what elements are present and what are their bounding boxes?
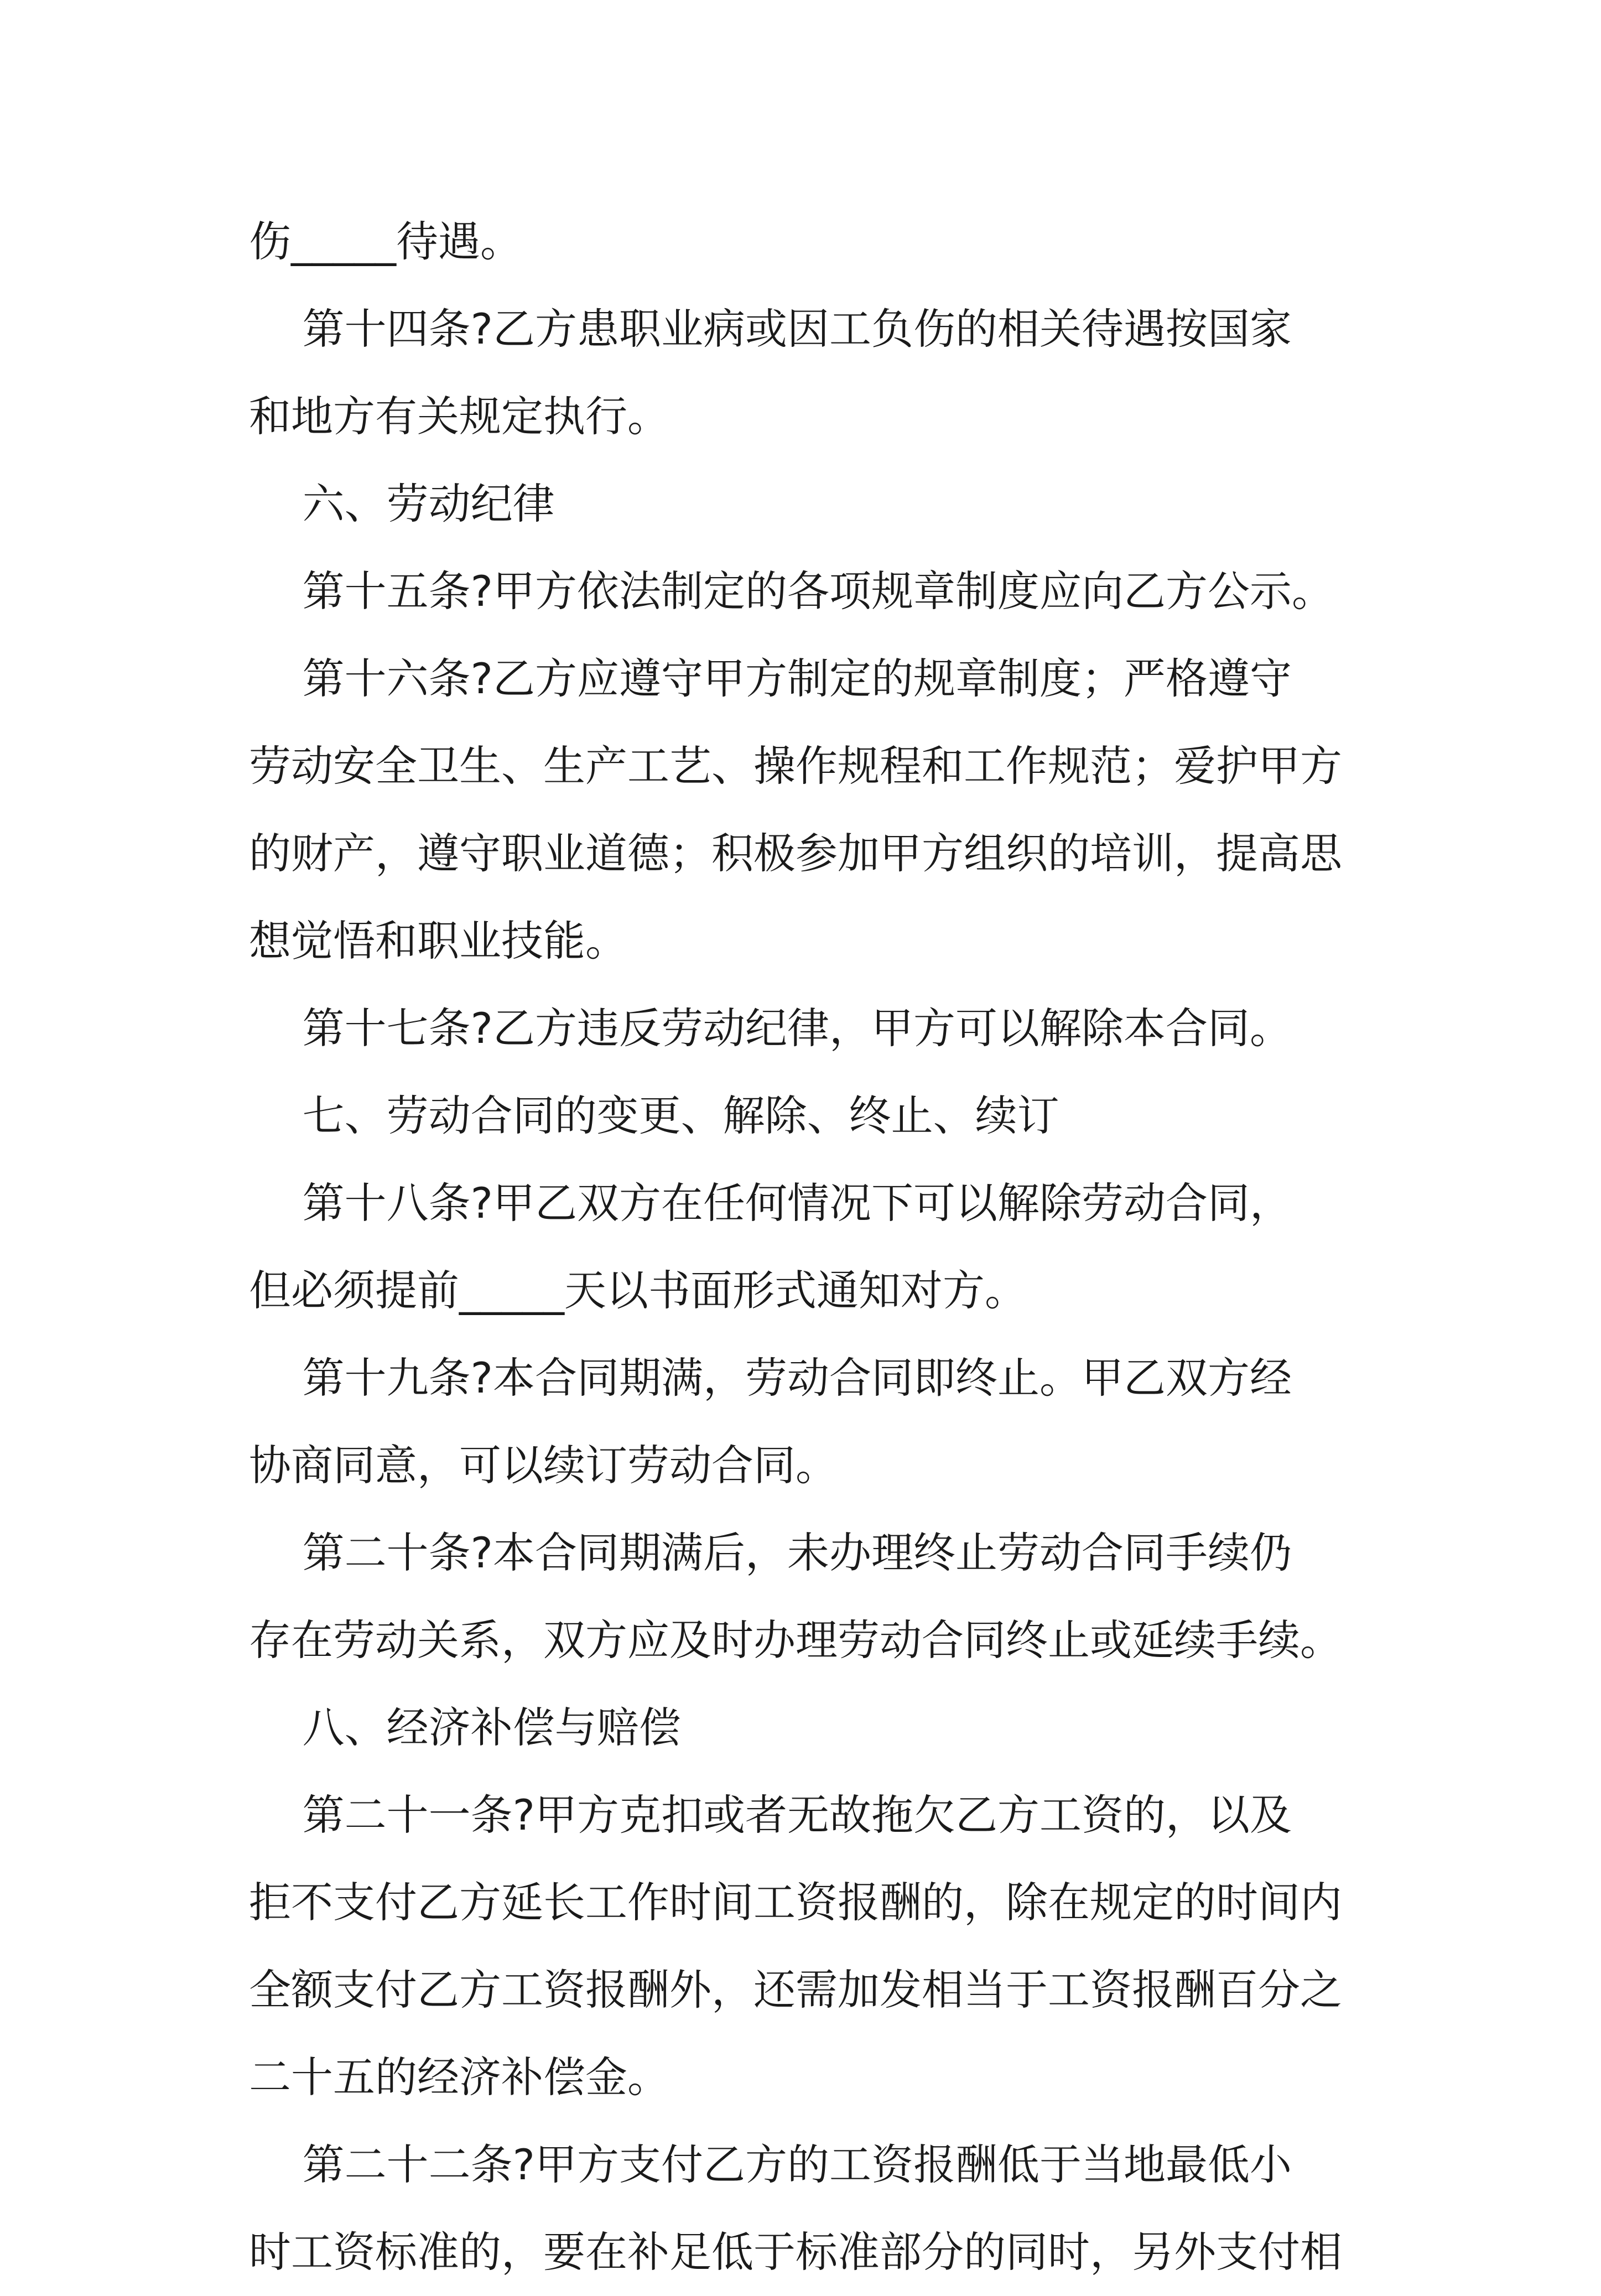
text-line: 劳动安全卫生、生产工艺、操作规程和工作规范；爱护甲方	[249, 741, 1342, 791]
document-body	[249, 198, 1369, 2296]
text-line: 二十五的经济补偿金。	[249, 2053, 669, 2102]
text-line: 第十六条?乙方应遵守甲方制定的规章制度；严格遵守	[249, 654, 1292, 703]
text-line: 拒不支付乙方延长工作时间工资报酬的，除在规定的时间内	[249, 1878, 1342, 1927]
text-line: 和地方有关规定执行。	[249, 392, 669, 441]
text-line: 第十八条?甲乙双方在任何情况下可以解除劳动合同，	[249, 1178, 1292, 1228]
text-line: 但必须提前_____天以书面形式通知对方。	[249, 1266, 1027, 1315]
text-line: 第十九条?本合同期满，劳动合同即终止。甲乙双方经	[249, 1353, 1292, 1402]
section-heading: 八、经济补偿与赔偿	[249, 1703, 681, 1752]
text-line: 协商同意，可以续订劳动合同。	[249, 1441, 838, 1490]
text-line: 的财产，遵守职业道德；积极参加甲方组织的培训，提高思	[249, 829, 1342, 878]
text-line: 想觉悟和职业技能。	[249, 916, 627, 965]
section-heading: 七、劳动合同的变更、解除、终止、续订	[249, 1091, 1059, 1140]
text-line: 第二十条?本合同期满后，未办理终止劳动合同手续仍	[249, 1528, 1292, 1577]
section-heading: 六、劳动纪律	[249, 479, 555, 528]
text-line: 第十四条?乙方患职业病或因工负伤的相关待遇按国家	[249, 304, 1292, 354]
text-line: 伤_____待遇。	[249, 217, 522, 266]
text-line: 全额支付乙方工资报酬外，还需加发相当于工资报酬百分之	[249, 1965, 1342, 2014]
text-line: 存在劳动关系，双方应及时办理劳动合同终止或延续手续。	[249, 1615, 1342, 1665]
text-line: 时工资标准的，要在补足低于标准部分的同时，另外支付相	[249, 2227, 1342, 2277]
text-line: 第十七条?乙方违反劳动纪律，甲方可以解除本合同。	[249, 1004, 1292, 1053]
text-line: 第十五条?甲方依法制定的各项规章制度应向乙方公示。	[249, 567, 1334, 616]
text-line: 第二十一条?甲方克扣或者无故拖欠乙方工资的，以及	[249, 1790, 1292, 1840]
text-line: 第二十二条?甲方支付乙方的工资报酬低于当地最低小	[249, 2140, 1292, 2189]
